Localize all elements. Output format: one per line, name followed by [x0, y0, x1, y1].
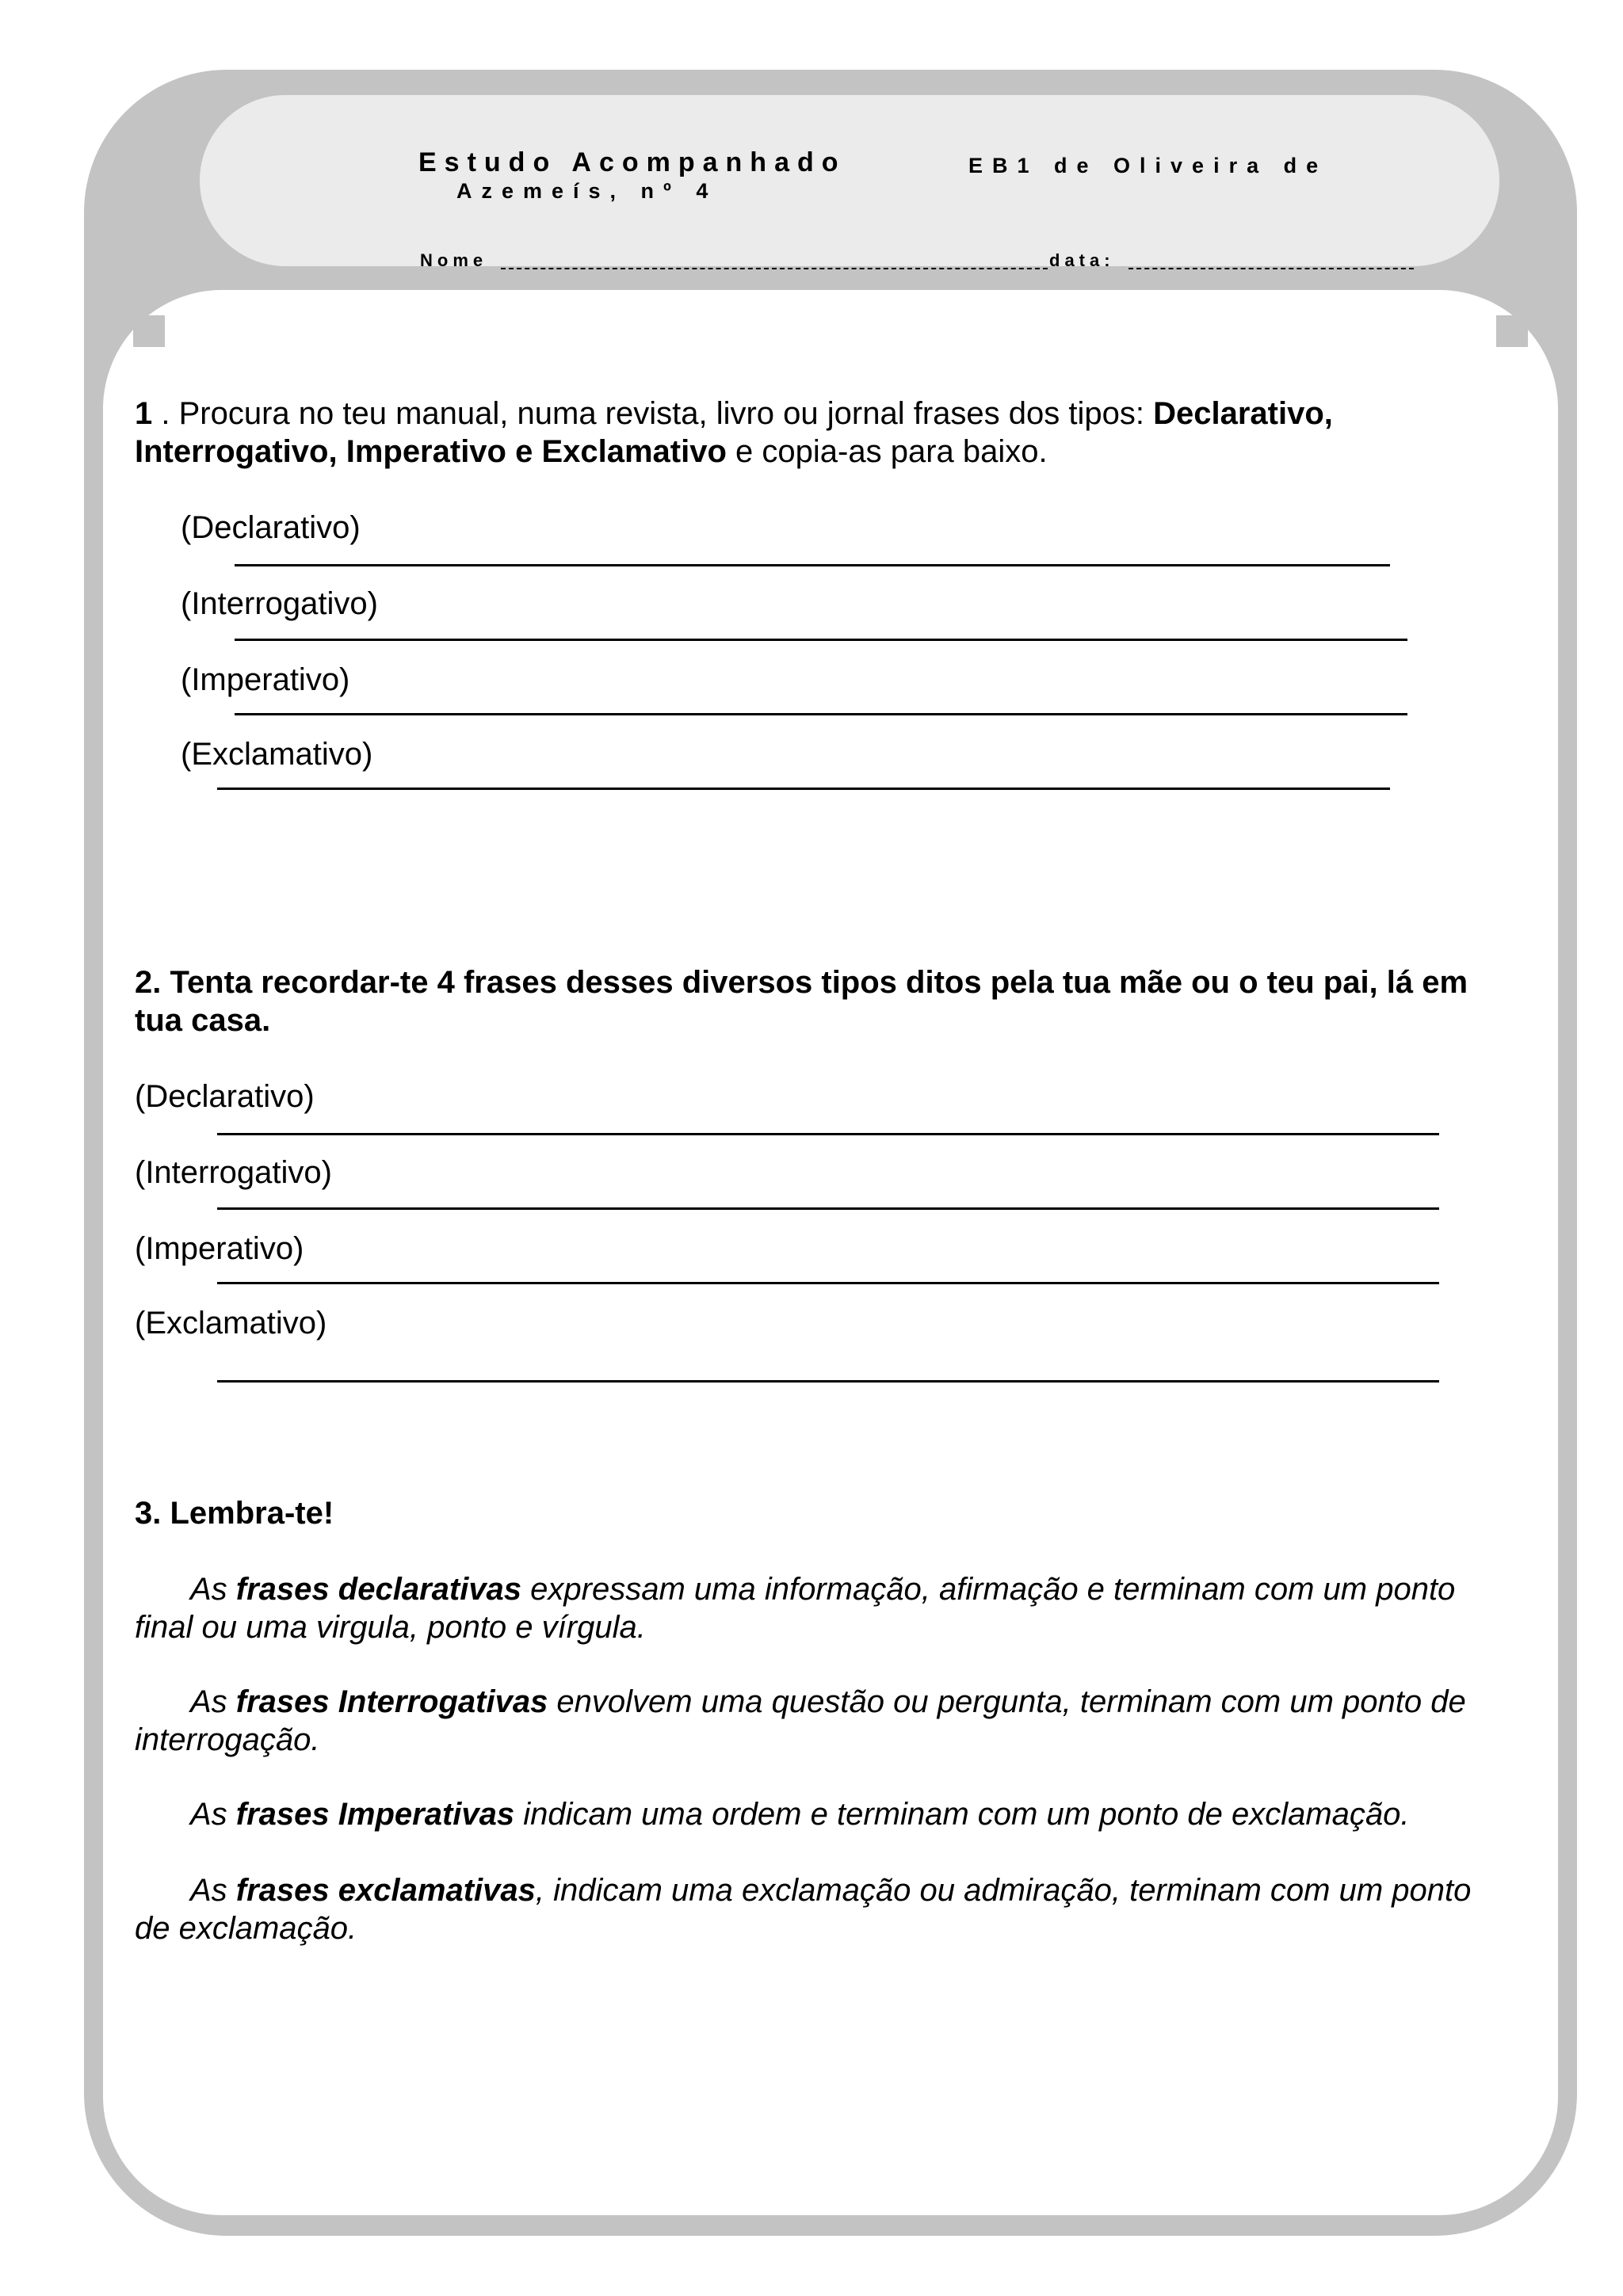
q2-label-imperativo: (Imperativo) [135, 1231, 304, 1266]
date-field-line[interactable] [1128, 268, 1414, 269]
worksheet-title: Estudo Acompanhado [418, 147, 846, 177]
term-exclamativas: frases exclamativas [235, 1873, 536, 1908]
q1-label-exclamativo: (Exclamativo) [181, 737, 373, 772]
q1-bold-types: Interrogativo, Imperativo e Exclamativo [135, 434, 727, 469]
term-interrogativas: frases Interrogativas [235, 1684, 548, 1719]
q2-answer-line-exclamativo[interactable] [217, 1380, 1439, 1383]
school-name-line2: Azemeís, nº 4 [456, 179, 718, 203]
q3-p2-line2: interrogação. [135, 1722, 320, 1757]
q1-answer-line-imperativo[interactable] [235, 713, 1407, 715]
q3-p1-line2: final ou uma virgula, ponto e vírgula. [135, 1610, 646, 1645]
q2-answer-line-declarativo[interactable] [217, 1133, 1439, 1135]
q1-text: . Procura no teu manual, numa revista, livro ou jornal frases dos tipos: [152, 396, 1154, 431]
q3-p4-line1: As frases exclamativas, indicam uma exclamação ou admiração, terminam com um ponto [190, 1873, 1472, 1908]
q1-line1 [135, 395, 1333, 433]
frame-corner-right [1496, 315, 1528, 347]
q3-p2-line1: As frases Interrogativas envolvem uma questão ou pergunta, terminam com um ponto de [190, 1684, 1466, 1719]
q1-label-declarativo: (Declarativo) [181, 510, 361, 545]
q2-label-interrogativo: (Interrogativo) [135, 1155, 332, 1190]
term-declarativas: frases declarativas [235, 1572, 522, 1607]
q1-answer-line-exclamativo[interactable] [217, 788, 1390, 790]
q1-label-interrogativo: (Interrogativo) [181, 586, 378, 621]
date-label: data: [1049, 250, 1115, 270]
q3-title: 3. Lembra-te! [135, 1496, 334, 1531]
school-name: EB1 de Oliveira de [968, 154, 1328, 177]
q3-p1-line1: As frases declarativas expressam uma informação, afirmação e terminam com um ponto [190, 1572, 1456, 1607]
q1-answer-line-interrogativo[interactable] [235, 639, 1407, 641]
name-field-line[interactable] [501, 268, 1048, 269]
q1-text-end: e copia-as para baixo. [726, 434, 1048, 469]
q2-answer-line-imperativo[interactable] [217, 1282, 1439, 1284]
header-panel [200, 95, 1499, 266]
q2-line2: tua casa. [135, 1003, 271, 1038]
q3-p3-line1: As frases Imperativas indicam uma ordem e terminam com um ponto de exclamação. [190, 1797, 1410, 1832]
frame-corner-left [133, 315, 165, 347]
q1-line2 [135, 433, 1048, 471]
q1-label-imperativo: (Imperativo) [181, 662, 350, 697]
q1-number: 1 [135, 396, 153, 431]
name-label: Nome [420, 250, 488, 270]
q2-label-exclamativo: (Exclamativo) [135, 1306, 327, 1341]
q2-line1: 2. Tenta recordar-te 4 frases desses diversos tipos ditos pela tua mãe ou o teu pai, lá em [135, 965, 1468, 1000]
q2-answer-line-interrogativo[interactable] [217, 1207, 1439, 1210]
q3-p4-line2: de exclamação. [135, 1911, 357, 1946]
q2-label-declarativo: (Declarativo) [135, 1079, 315, 1114]
q1-answer-line-declarativo[interactable] [235, 564, 1390, 566]
q1-bold-declarativo: Declarativo, [1153, 396, 1333, 431]
term-imperativas: frases Imperativas [235, 1797, 515, 1832]
